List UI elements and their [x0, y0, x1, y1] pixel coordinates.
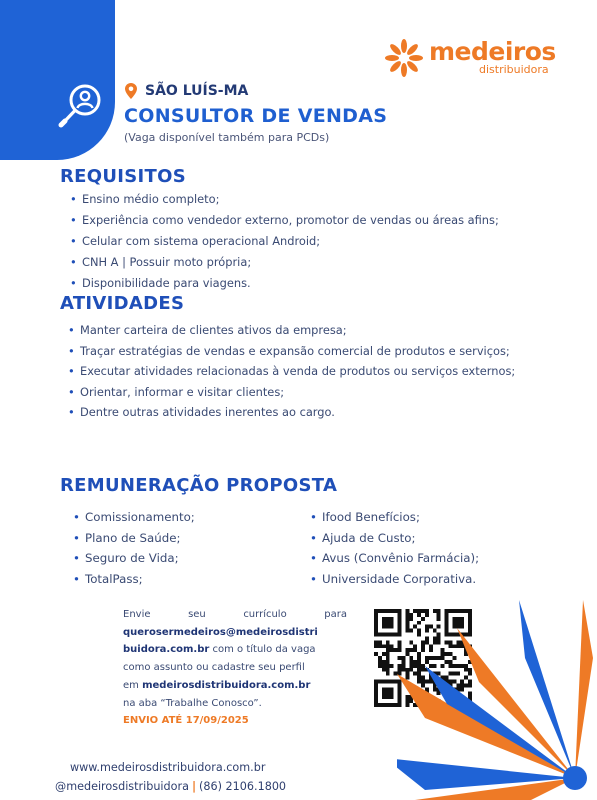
qr-module [386, 672, 390, 676]
list-item: • Disponibilidade para viagens. [68, 273, 558, 294]
compensation-list-left [71, 507, 291, 589]
logo-subtitle: distribuidora [479, 63, 549, 76]
list-item: • Seguro de Vida; [71, 548, 291, 569]
qr-module [382, 664, 386, 668]
footer-contact-line [55, 777, 286, 796]
location-pin-icon [125, 83, 137, 99]
qr-module [386, 648, 390, 652]
compensation-list-right [308, 507, 548, 589]
corner-burst-decoration [397, 600, 597, 800]
list-item: • Executar atividades relacionadas à venda de produtos ou serviços externos; [66, 361, 542, 382]
list-item: • Ensino médio completo; [68, 189, 558, 210]
list-item: • Orientar, informar e visitar clientes; [66, 382, 542, 403]
qr-module [390, 648, 394, 652]
activities-list [66, 320, 542, 423]
job-title: CONSULTOR DE VENDAS [124, 105, 388, 127]
qr-module [382, 644, 386, 648]
instructions-line: Envie seu currículo para [123, 609, 347, 620]
list-item: • Celular com sistema operacional Android; [68, 231, 558, 252]
requirements-list [68, 189, 558, 294]
list-item: • Manter carteira de clientes ativos da empresa; [66, 320, 542, 341]
application-deadline: ENVIO ATÉ 17/09/2025 [123, 715, 249, 727]
activities-heading: ATIVIDADES [60, 293, 185, 314]
compensation-heading: REMUNERAÇÃO PROPOSTA [60, 475, 338, 496]
list-item: • CNH A | Possuir moto própria; [68, 252, 558, 273]
logo-burst-icon [384, 38, 424, 78]
qr-module [378, 644, 382, 648]
job-location [125, 82, 248, 100]
instructions-line: na aba “Trabalhe Conosco”. [123, 697, 262, 709]
application-email[interactable]: querosermedeiros@medeirosdistri [123, 626, 318, 638]
requirements-heading: REQUISITOS [60, 166, 186, 187]
qr-module [378, 656, 382, 660]
qr-module [374, 644, 378, 648]
qr-module [390, 644, 394, 648]
instructions-line: como assunto ou cadastre seu perfil [123, 662, 305, 674]
search-candidate-icon [55, 80, 107, 132]
location-text: SÃO LUÍS-MA [145, 83, 249, 99]
list-item: • Avus (Convênio Farmácia); [308, 548, 548, 569]
qr-module [382, 660, 386, 664]
qr-module [378, 640, 382, 644]
footer [55, 758, 286, 796]
list-item: • Experiência como vendedor externo, promotor de vendas ou áreas afins; [68, 210, 558, 231]
list-item: • Ajuda de Custo; [308, 528, 548, 549]
qr-module [378, 660, 382, 664]
qr-module [378, 664, 382, 668]
footer-instagram-handle[interactable]: @medeirosdistribuidora [55, 780, 189, 793]
qr-module [382, 652, 386, 656]
qr-module [386, 668, 390, 672]
list-item: • Universidade Corporativa. [308, 569, 548, 590]
logo-name: medeiros [429, 37, 556, 66]
qr-module [386, 656, 390, 660]
qr-module [386, 652, 390, 656]
qr-module [382, 617, 394, 629]
list-item: • Plano de Saúde; [71, 528, 291, 549]
careers-site-link[interactable]: medeirosdistribuidora.com.br [142, 679, 311, 691]
qr-module [382, 668, 386, 672]
footer-phone[interactable]: (86) 2106.1800 [199, 780, 287, 793]
qr-module [386, 644, 390, 648]
instructions-line: em medeirosdistribuidora.com.br [123, 679, 311, 691]
instructions-line: buidora.com.br com o título da vaga [123, 644, 316, 656]
list-item: • Comissionamento; [71, 507, 291, 528]
application-instructions [123, 606, 347, 730]
qr-module [390, 664, 394, 668]
qr-module [386, 664, 390, 668]
application-email-end[interactable]: buidora.com.br [123, 644, 210, 656]
footer-website[interactable]: www.medeirosdistribuidora.com.br [70, 761, 266, 774]
list-item: • Ifood Benefícios; [308, 507, 548, 528]
qr-module [374, 652, 378, 656]
qr-module [386, 640, 390, 644]
list-item: • TotalPass; [71, 569, 291, 590]
qr-module [386, 660, 390, 664]
list-item: • Dentre outras atividades inerentes ao cargo. [66, 402, 542, 423]
qr-module [374, 640, 378, 644]
list-item: • Traçar estratégias de vendas e expansão comercial de produtos e serviços; [66, 341, 542, 362]
pcd-note: (Vaga disponível também para PCDs) [124, 131, 330, 144]
header-tab [0, 0, 115, 160]
company-logo [384, 36, 584, 80]
qr-module [382, 687, 394, 699]
footer-separator: | [191, 780, 197, 793]
